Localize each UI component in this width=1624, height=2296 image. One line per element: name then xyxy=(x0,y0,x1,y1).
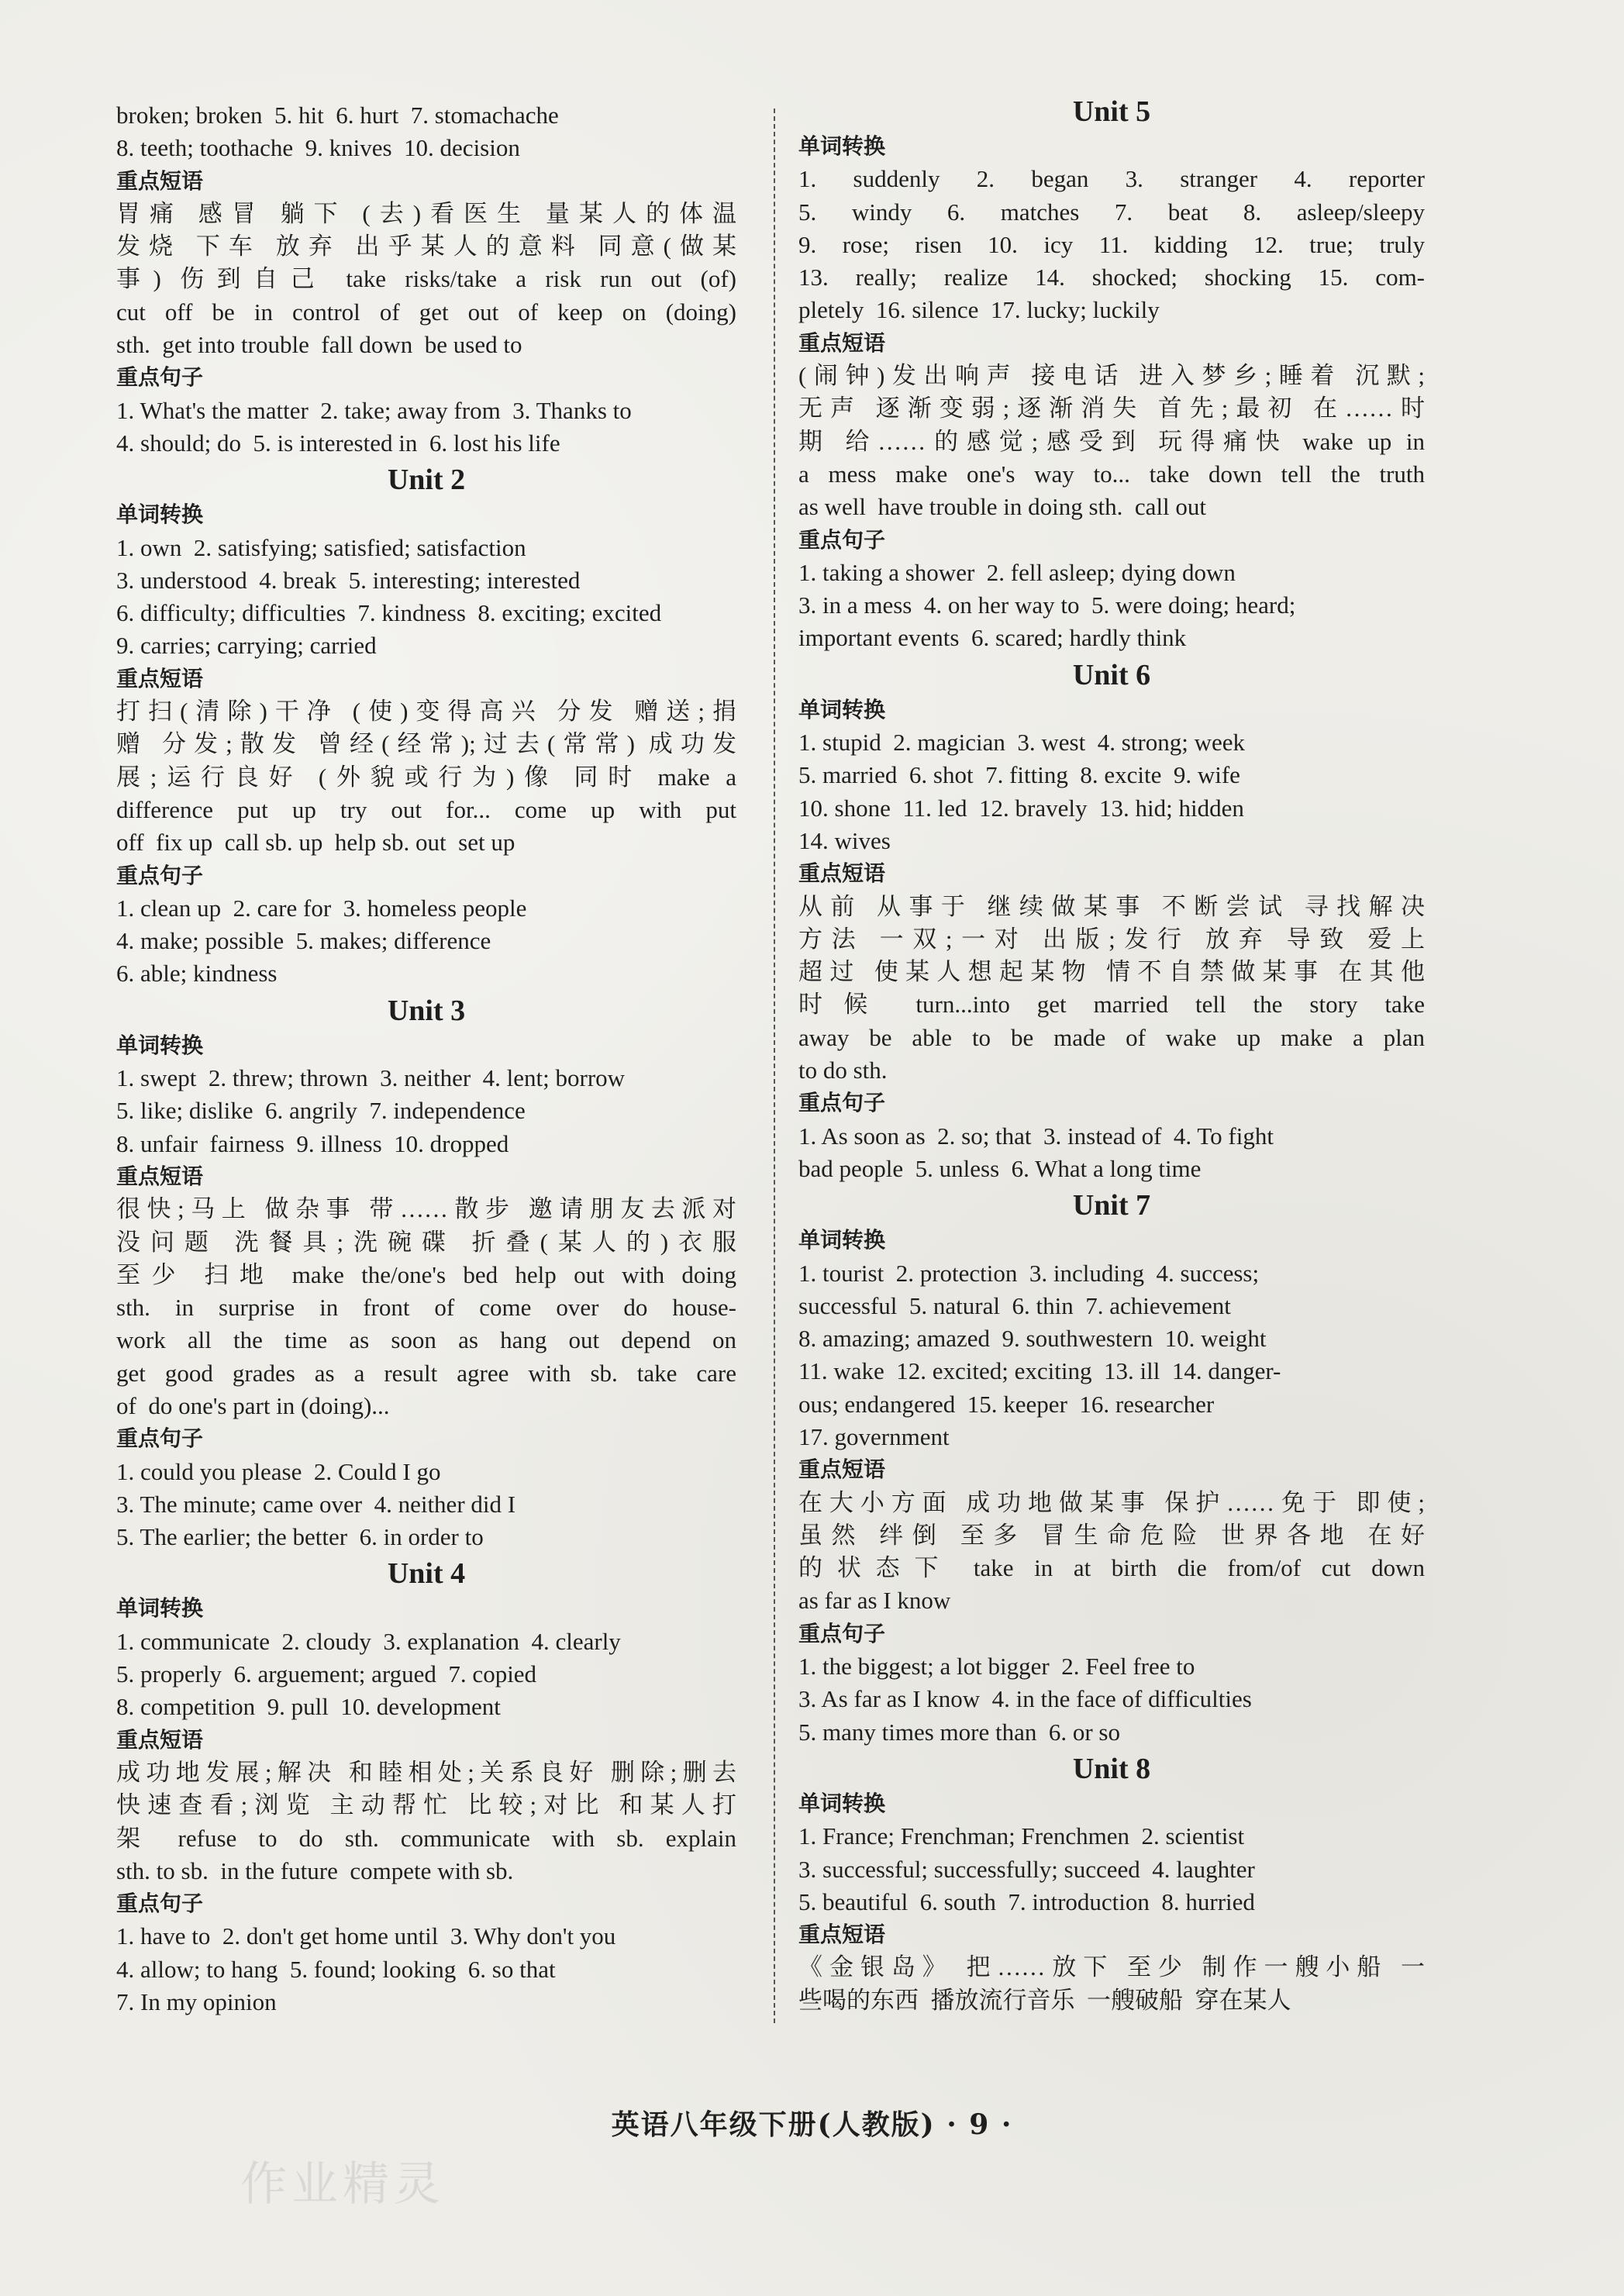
unit1-phrases xyxy=(116,198,736,361)
text-line: 时候 turn...into get married tell the story take xyxy=(798,991,1425,1019)
text-line: 在大小方面 成功地做某事 保护……免于 即使; xyxy=(798,1488,1425,1516)
unit7-title: Unit 7 xyxy=(1072,1189,1151,1222)
text-line: 打扫(清除)干净 (使)变得高兴 分发 赠送;捐 xyxy=(116,698,736,726)
text-line: 1. stupid 2. magician 3. west 4. strong; week xyxy=(798,729,1245,757)
text-line: 展;运行良好 (外貌或行为)像 同时 make a xyxy=(116,763,736,791)
unit7-phrases-heading: 重点短语 xyxy=(798,1457,886,1483)
text-line: difference put up try out for... come up with put xyxy=(116,795,736,823)
text-line: 6. difficulty; difficulties 7. kindness 8. exciting; excited xyxy=(116,599,662,627)
text-line: sth. get into trouble fall down be used to xyxy=(116,331,522,359)
text-line: 发烧 下车 放弃 出乎某人的意料 同意(做某 xyxy=(116,233,736,260)
text-line: 没问题 洗餐具;洗碗碟 折叠(某人的)衣服 xyxy=(116,1228,736,1256)
text-line: a mess make one's way to... take down tell the truth xyxy=(798,460,1425,488)
unit1-sentences-heading: 重点句子 xyxy=(116,364,204,391)
text-line: pletely 16. silence 17. lucky; luckily xyxy=(798,296,1160,324)
text-line: (闹钟)发出响声 接电话 进入梦乡;睡着 沉默; xyxy=(798,362,1425,390)
text-line: 很快;马上 做杂事 带……散步 邀请朋友去派对 xyxy=(116,1195,736,1223)
text-line: 8. amazing; amazed 9. southwestern 10. weight xyxy=(798,1325,1267,1353)
text-line: 1. As soon as 2. so; that 3. instead of 4. To fight xyxy=(798,1122,1274,1150)
text-line: 至少 扫地 make the/one's bed help out with doing xyxy=(116,1260,736,1288)
text-line: 的状态下 take in at birth die from/of cut down xyxy=(798,1554,1425,1582)
unit6-words xyxy=(798,726,1425,857)
text-line: 无声 逐渐变弱;逐渐消失 首先;最初 在……时 xyxy=(798,395,1425,422)
unit7-sentences xyxy=(798,1650,1425,1749)
unit7-words xyxy=(798,1257,1425,1454)
unit5-sentences xyxy=(798,557,1425,655)
text-line: as well have trouble in doing sth. call out xyxy=(798,493,1207,521)
unit2-words-heading: 单词转换 xyxy=(116,502,204,528)
unit4-sentences-heading: 重点句子 xyxy=(116,1891,204,1917)
text-line: 11. wake 12. excited; exciting 13. ill 14. danger- xyxy=(798,1357,1281,1385)
text-line: 1. communicate 2. cloudy 3. explanation 4. clearly xyxy=(116,1627,621,1655)
text-line: 17. government xyxy=(798,1422,950,1450)
unit6-words-heading: 单词转换 xyxy=(798,696,886,722)
unit3-sentences-heading: 重点句子 xyxy=(116,1426,204,1452)
unit5-words xyxy=(798,163,1425,326)
text-line: 1. have to 2. don't get home until 3. Why don't you xyxy=(116,1922,616,1950)
unit4-words xyxy=(116,1625,736,1724)
unit3-words-heading: 单词转换 xyxy=(116,1032,204,1058)
text-line: 5. The earlier; the better 6. in order to xyxy=(116,1523,484,1551)
unit3-words xyxy=(116,1062,736,1160)
text-line: 1. taking a shower 2. fell asleep; dying down xyxy=(798,558,1236,586)
unit6-title: Unit 6 xyxy=(1072,658,1151,691)
text-line: 事) 伤到自己 take risks/take a risk run out (of) xyxy=(116,265,736,293)
text-line: to do sth. xyxy=(798,1057,888,1084)
text-line: 3. The minute; came over 4. neither did I xyxy=(116,1490,516,1518)
text-line: broken; broken 5. hit 6. hurt 7. stomachache xyxy=(116,102,559,129)
right-column xyxy=(798,95,1425,2017)
text-line: 方法 一双;一对 出版;发行 放弃 导致 爱上 xyxy=(798,925,1425,953)
text-line: as far as I know xyxy=(798,1587,951,1615)
unit5-sentences-heading: 重点句子 xyxy=(798,526,886,553)
text-line: 1. clean up 2. care for 3. homeless people xyxy=(116,894,527,922)
text-line: 快速查看;浏览 主动帮忙 比较;对比 和某人打 xyxy=(116,1791,736,1819)
text-line: 1. swept 2. threw; thrown 3. neither 4. lent; borrow xyxy=(116,1064,626,1092)
unit7-sentences-heading: 重点句子 xyxy=(798,1620,886,1646)
text-line: important events 6. scared; hardly think xyxy=(798,624,1187,652)
unit8-phrases xyxy=(798,1951,1425,2017)
unit4-sentences xyxy=(116,1920,736,2018)
text-line: sth. to sb. in the future compete with sb. xyxy=(116,1856,514,1884)
unit6-phrases xyxy=(798,891,1425,1088)
text-line: 1. suddenly 2. began 3. stranger 4. reporter xyxy=(798,165,1425,193)
page-footer: 英语八年级下册(人教版) · 9 · xyxy=(611,2108,1013,2141)
unit2-phrases-heading: 重点短语 xyxy=(116,665,204,691)
text-line: 3. successful; successfully; succeed 4. laughter xyxy=(798,1855,1255,1883)
text-line: 8. unfair fairness 9. illness 10. dropped xyxy=(116,1129,509,1157)
unit4-phrases-heading: 重点短语 xyxy=(116,1726,204,1753)
unit5-words-heading: 单词转换 xyxy=(798,133,886,159)
text-line: 8. competition 9. pull 10. development xyxy=(116,1693,501,1721)
text-line: 超过 使某人想起某物 情不自禁做某事 在其他 xyxy=(798,958,1425,986)
unit4-title: Unit 4 xyxy=(387,1557,466,1591)
watermark: 作业精灵 xyxy=(240,2157,445,2212)
text-line: successful 5. natural 6. thin 7. achievement xyxy=(798,1291,1231,1319)
text-line: 4. should; do 5. is interested in 6. lost his life xyxy=(116,429,560,457)
text-line: 13. really; realize 14. shocked; shocking 15. com- xyxy=(798,264,1425,291)
unit6-sentences xyxy=(798,1120,1425,1186)
text-line: cut off be in control of get out of keep on (doing) xyxy=(116,298,736,326)
text-line: 5. like; dislike 6. angrily 7. independence xyxy=(116,1097,526,1125)
unit3-phrases-heading: 重点短语 xyxy=(116,1163,204,1189)
text-line: 5. many times more than 6. or so xyxy=(798,1718,1120,1746)
text-line: 架 refuse to do sth. communicate with sb. explain xyxy=(116,1824,736,1852)
text-line: 5. married 6. shot 7. fitting 8. excite 9. wife xyxy=(798,761,1240,789)
text-line: 1. What's the matter 2. take; away from 3. Thanks to xyxy=(116,396,632,424)
text-line: away be able to be made of wake up make a plan xyxy=(798,1023,1425,1051)
text-line: 成功地发展;解决 和睦相处;关系良好 删除;删去 xyxy=(116,1758,736,1786)
unit6-sentences-heading: 重点句子 xyxy=(798,1090,886,1116)
unit3-sentences xyxy=(116,1456,736,1554)
text-line: 4. make; possible 5. makes; difference xyxy=(116,927,491,955)
unit2-sentences xyxy=(116,892,736,991)
text-line: 1. tourist 2. protection 3. including 4. success; xyxy=(798,1259,1260,1287)
text-line: 3. understood 4. break 5. interesting; interested xyxy=(116,566,581,594)
text-line: get good grades as a result agree with sb. take care xyxy=(116,1359,736,1387)
text-line: 1. the biggest; a lot bigger 2. Feel free to xyxy=(798,1653,1195,1681)
text-line: 5. beautiful 6. south 7. introduction 8. hurried xyxy=(798,1887,1255,1915)
text-line: 10. shone 11. led 12. bravely 13. hid; hidden xyxy=(798,794,1244,822)
left-column xyxy=(116,99,736,2018)
unit7-words-heading: 单词转换 xyxy=(798,1227,886,1253)
text-line: 1. own 2. satisfying; satisfied; satisfaction xyxy=(116,533,526,561)
unit2-title: Unit 2 xyxy=(387,464,466,497)
unit2-sentences-heading: 重点句子 xyxy=(116,862,204,888)
text-line: 6. able; kindness xyxy=(116,960,278,988)
text-line: 胃痛 感冒 躺下 (去)看医生 量某人的体温 xyxy=(116,199,736,227)
text-line: 9. rose; risen 10. icy 11. kidding 12. true; truly xyxy=(798,230,1425,258)
unit4-phrases xyxy=(116,1756,736,1887)
unit7-phrases xyxy=(798,1487,1425,1618)
text-line: 从前 从事于 继续做某事 不断尝试 寻找解决 xyxy=(798,892,1425,920)
text-line: 3. As far as I know 4. in the face of difficulties xyxy=(798,1685,1252,1713)
unit5-phrases xyxy=(798,360,1425,523)
text-line: 《金银岛》 把……放下 至少 制作一艘小船 一 xyxy=(798,1953,1425,1981)
unit8-words-heading: 单词转换 xyxy=(798,1790,886,1816)
unit8-title: Unit 8 xyxy=(1072,1752,1151,1785)
text-line: ous; endangered 15. keeper 16. researcher xyxy=(798,1390,1215,1418)
unit3-phrases xyxy=(116,1193,736,1422)
text-line: 期 给……的感觉;感受到 玩得痛快 wake up in xyxy=(798,427,1425,455)
unit8-words xyxy=(798,1820,1425,1919)
unit3-title: Unit 3 xyxy=(387,994,466,1027)
text-line: 虽然 绊倒 至多 冒生命危险 世界各地 在好 xyxy=(798,1521,1425,1549)
text-line: 1. could you please 2. Could I go xyxy=(116,1457,441,1485)
text-line: 3. in a mess 4. on her way to 5. were doing; heard; xyxy=(798,591,1296,619)
unit1-phrases-heading: 重点短语 xyxy=(116,167,204,194)
unit2-phrases xyxy=(116,695,736,859)
unit4-words-heading: 单词转换 xyxy=(116,1595,204,1622)
text-line: 1. France; Frenchman; Frenchmen 2. scientist xyxy=(798,1822,1245,1850)
text-line: 9. carries; carrying; carried xyxy=(116,632,377,660)
text-line: 些喝的东西 播放流行音乐 一艘破船 穿在某人 xyxy=(798,1986,1291,2014)
unit5-phrases-heading: 重点短语 xyxy=(798,329,886,356)
text-line: 赠 分发;散发 曾经(经常);过去(常常) 成功发 xyxy=(116,730,736,758)
text-line: off fix up call sb. up help sb. out set up xyxy=(116,829,515,857)
unit5-title: Unit 5 xyxy=(1072,95,1151,128)
text-line: of do one's part in (doing)... xyxy=(116,1391,390,1419)
text-line: 14. wives xyxy=(798,826,891,854)
text-line: 8. teeth; toothache 9. knives 10. decision xyxy=(116,134,520,162)
unit2-words xyxy=(116,532,736,663)
unit8-phrases-heading: 重点短语 xyxy=(798,1922,886,1948)
unit1-words-continued xyxy=(116,99,736,165)
text-line: 5. properly 6. arguement; argued 7. copied xyxy=(116,1660,537,1688)
unit1-sentences xyxy=(116,395,736,460)
text-line: 4. allow; to hang 5. found; looking 6. so that xyxy=(116,1955,556,1983)
text-line: 5. windy 6. matches 7. beat 8. asleep/sleepy xyxy=(798,198,1425,226)
text-line: work all the time as soon as hang out depend on xyxy=(116,1326,736,1354)
unit6-phrases-heading: 重点短语 xyxy=(798,860,886,887)
column-divider xyxy=(774,109,775,2023)
text-line: bad people 5. unless 6. What a long time xyxy=(798,1154,1202,1182)
text-line: sth. in surprise in front of come over do house- xyxy=(116,1294,736,1322)
text-line: 7. In my opinion xyxy=(116,1988,277,2016)
